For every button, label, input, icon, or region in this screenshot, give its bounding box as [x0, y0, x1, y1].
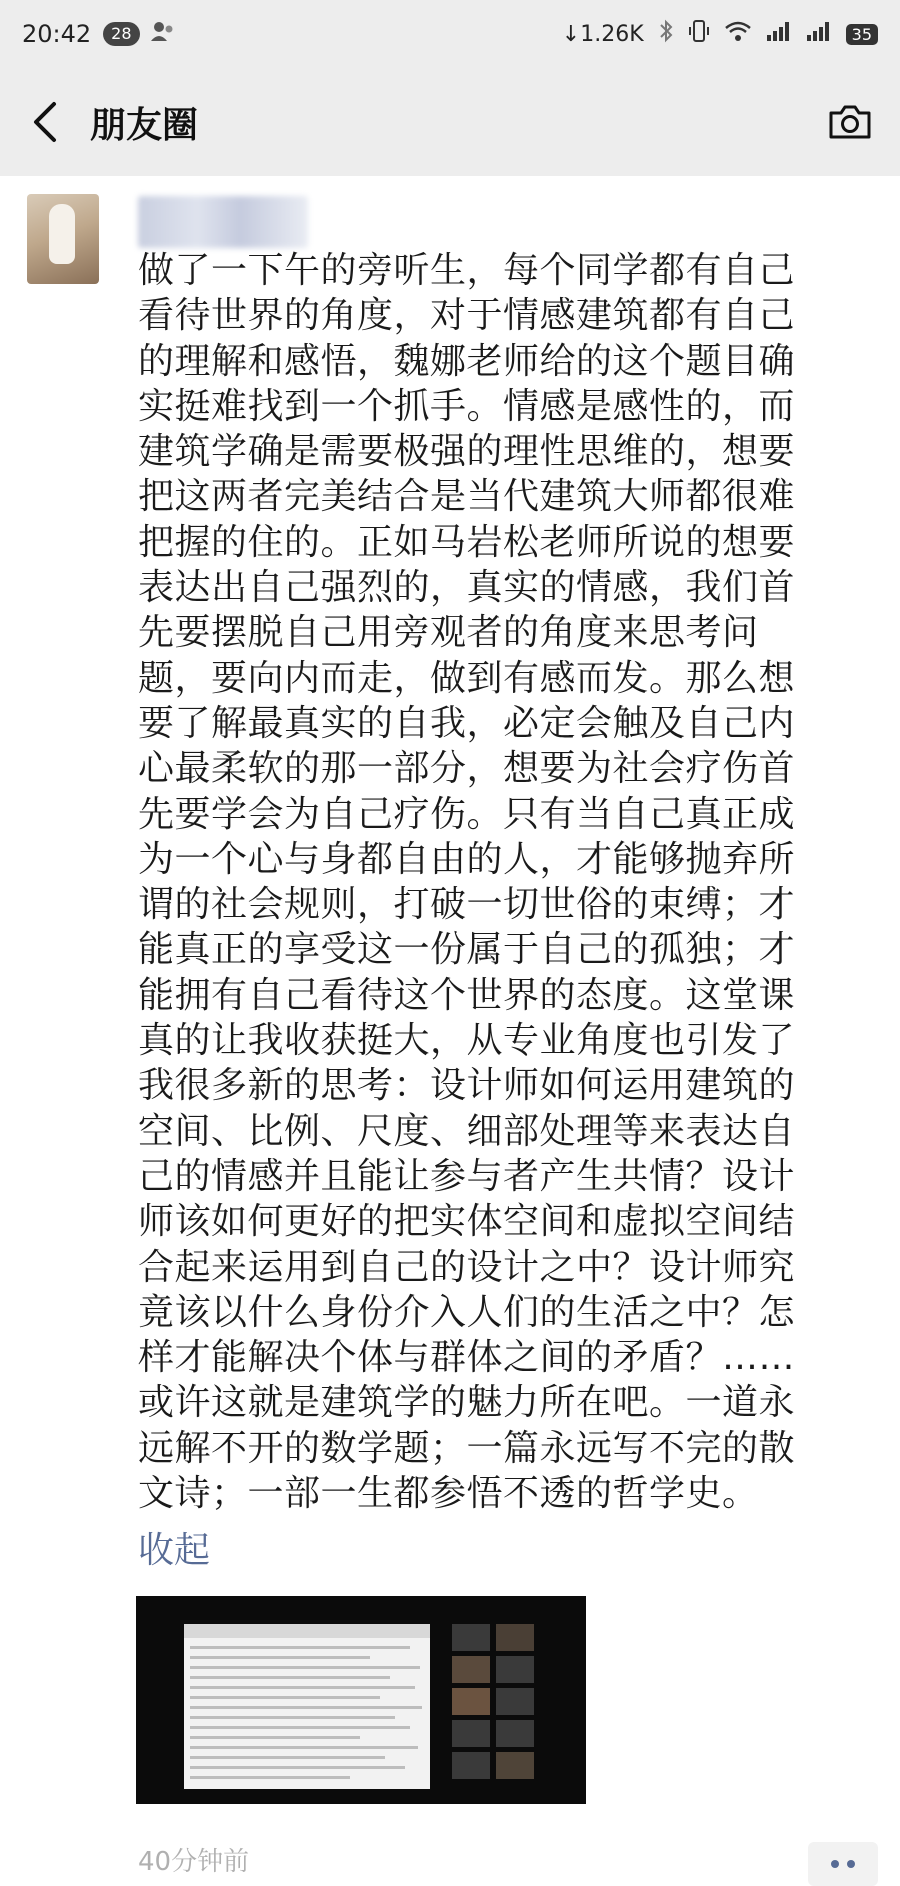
more-actions-button[interactable] [808, 1842, 878, 1886]
battery-icon: 35 [846, 24, 878, 45]
bluetooth-icon [658, 19, 674, 49]
dot-icon [831, 1860, 839, 1868]
video-tile [452, 1752, 490, 1779]
video-tile [496, 1688, 534, 1715]
video-tile [452, 1688, 490, 1715]
avatar-cat-figure [49, 204, 75, 264]
status-time: 20:42 [22, 20, 92, 48]
author-name-blurred[interactable] [138, 196, 308, 248]
video-tile [452, 1656, 490, 1683]
chevron-left-icon [30, 100, 60, 144]
video-tile [452, 1624, 490, 1651]
dot-icon [847, 1860, 855, 1868]
collapse-link[interactable]: 收起 [138, 1530, 211, 1571]
status-bar [0, 0, 900, 68]
camera-icon [827, 103, 873, 141]
nav-bar [0, 68, 900, 176]
video-tile [452, 1720, 490, 1747]
video-tile [496, 1624, 534, 1651]
post-text: 做了一下午的旁听生，每个同学都有自己 看待世界的角度，对于情感建筑都有自己 的理解和感悟，魏娜老师给的这个题目确 实挺难找到一个抓手。情感是感性的，而 建筑学确是需要极强的理性思维的，想要 把这两者完美结合是当代建筑大师都很难 把握的住的。正如马岩松老师所说的想要 表达出自己强烈的，真实的情感，我们首 先要摆脱自己用旁观者的角度来思考问 题，要向内而走，做到有感而发。那么想 要了解最真实的自我，必定会触及自己内 心最柔软的那一部分，想要为社会疗伤首 先要学会为自己疗伤。只有当自己真正成 为一个心与身都自由的人，才能够抛弃所 谓的社会规则，打破一切世俗的束缚；才 能真正的享受这一份属于自己的孤独；才 能拥有自己看待这个世界的态度。这堂课 真的让我收获挺大，从专业角度也引发了 我很多新的思考：设计师如何运用建筑的 空间、比例、尺度、细部处理等来表达自 己的情感并且能让参与者产生共情？设计 师该如何更好的把实体空间和虚拟空间结 合起来运用到自己的设计之中？设计师究 竟该以什么身份介入人们的生活之中？怎 样才能解决个体与群体之间的矛盾？…… 或许这就是建筑学的魅力所在吧。一道永 远解不开的数学题；一篇永远写不完的散 文诗；一部一生都参悟不透的哲学史。 [138, 250, 796, 1515]
video-tile [496, 1656, 534, 1683]
back-button[interactable] [0, 68, 90, 176]
post-image[interactable] [136, 1596, 586, 1804]
post-time: 40分钟前 [138, 1847, 250, 1877]
screen-share-document [184, 1624, 430, 1789]
page-title: 朋友圈 [90, 104, 199, 146]
signal-icon-1 [766, 20, 792, 48]
wifi-icon [724, 20, 752, 48]
network-speed: ↓1.26K [561, 21, 644, 47]
video-tile [496, 1752, 534, 1779]
video-tile [496, 1720, 534, 1747]
avatar[interactable] [27, 194, 99, 284]
vibrate-icon [688, 19, 710, 49]
signal-icon-2 [806, 20, 832, 48]
notification-count-badge: 28 [103, 22, 139, 46]
contacts-icon [150, 20, 176, 48]
camera-button[interactable] [800, 68, 900, 176]
